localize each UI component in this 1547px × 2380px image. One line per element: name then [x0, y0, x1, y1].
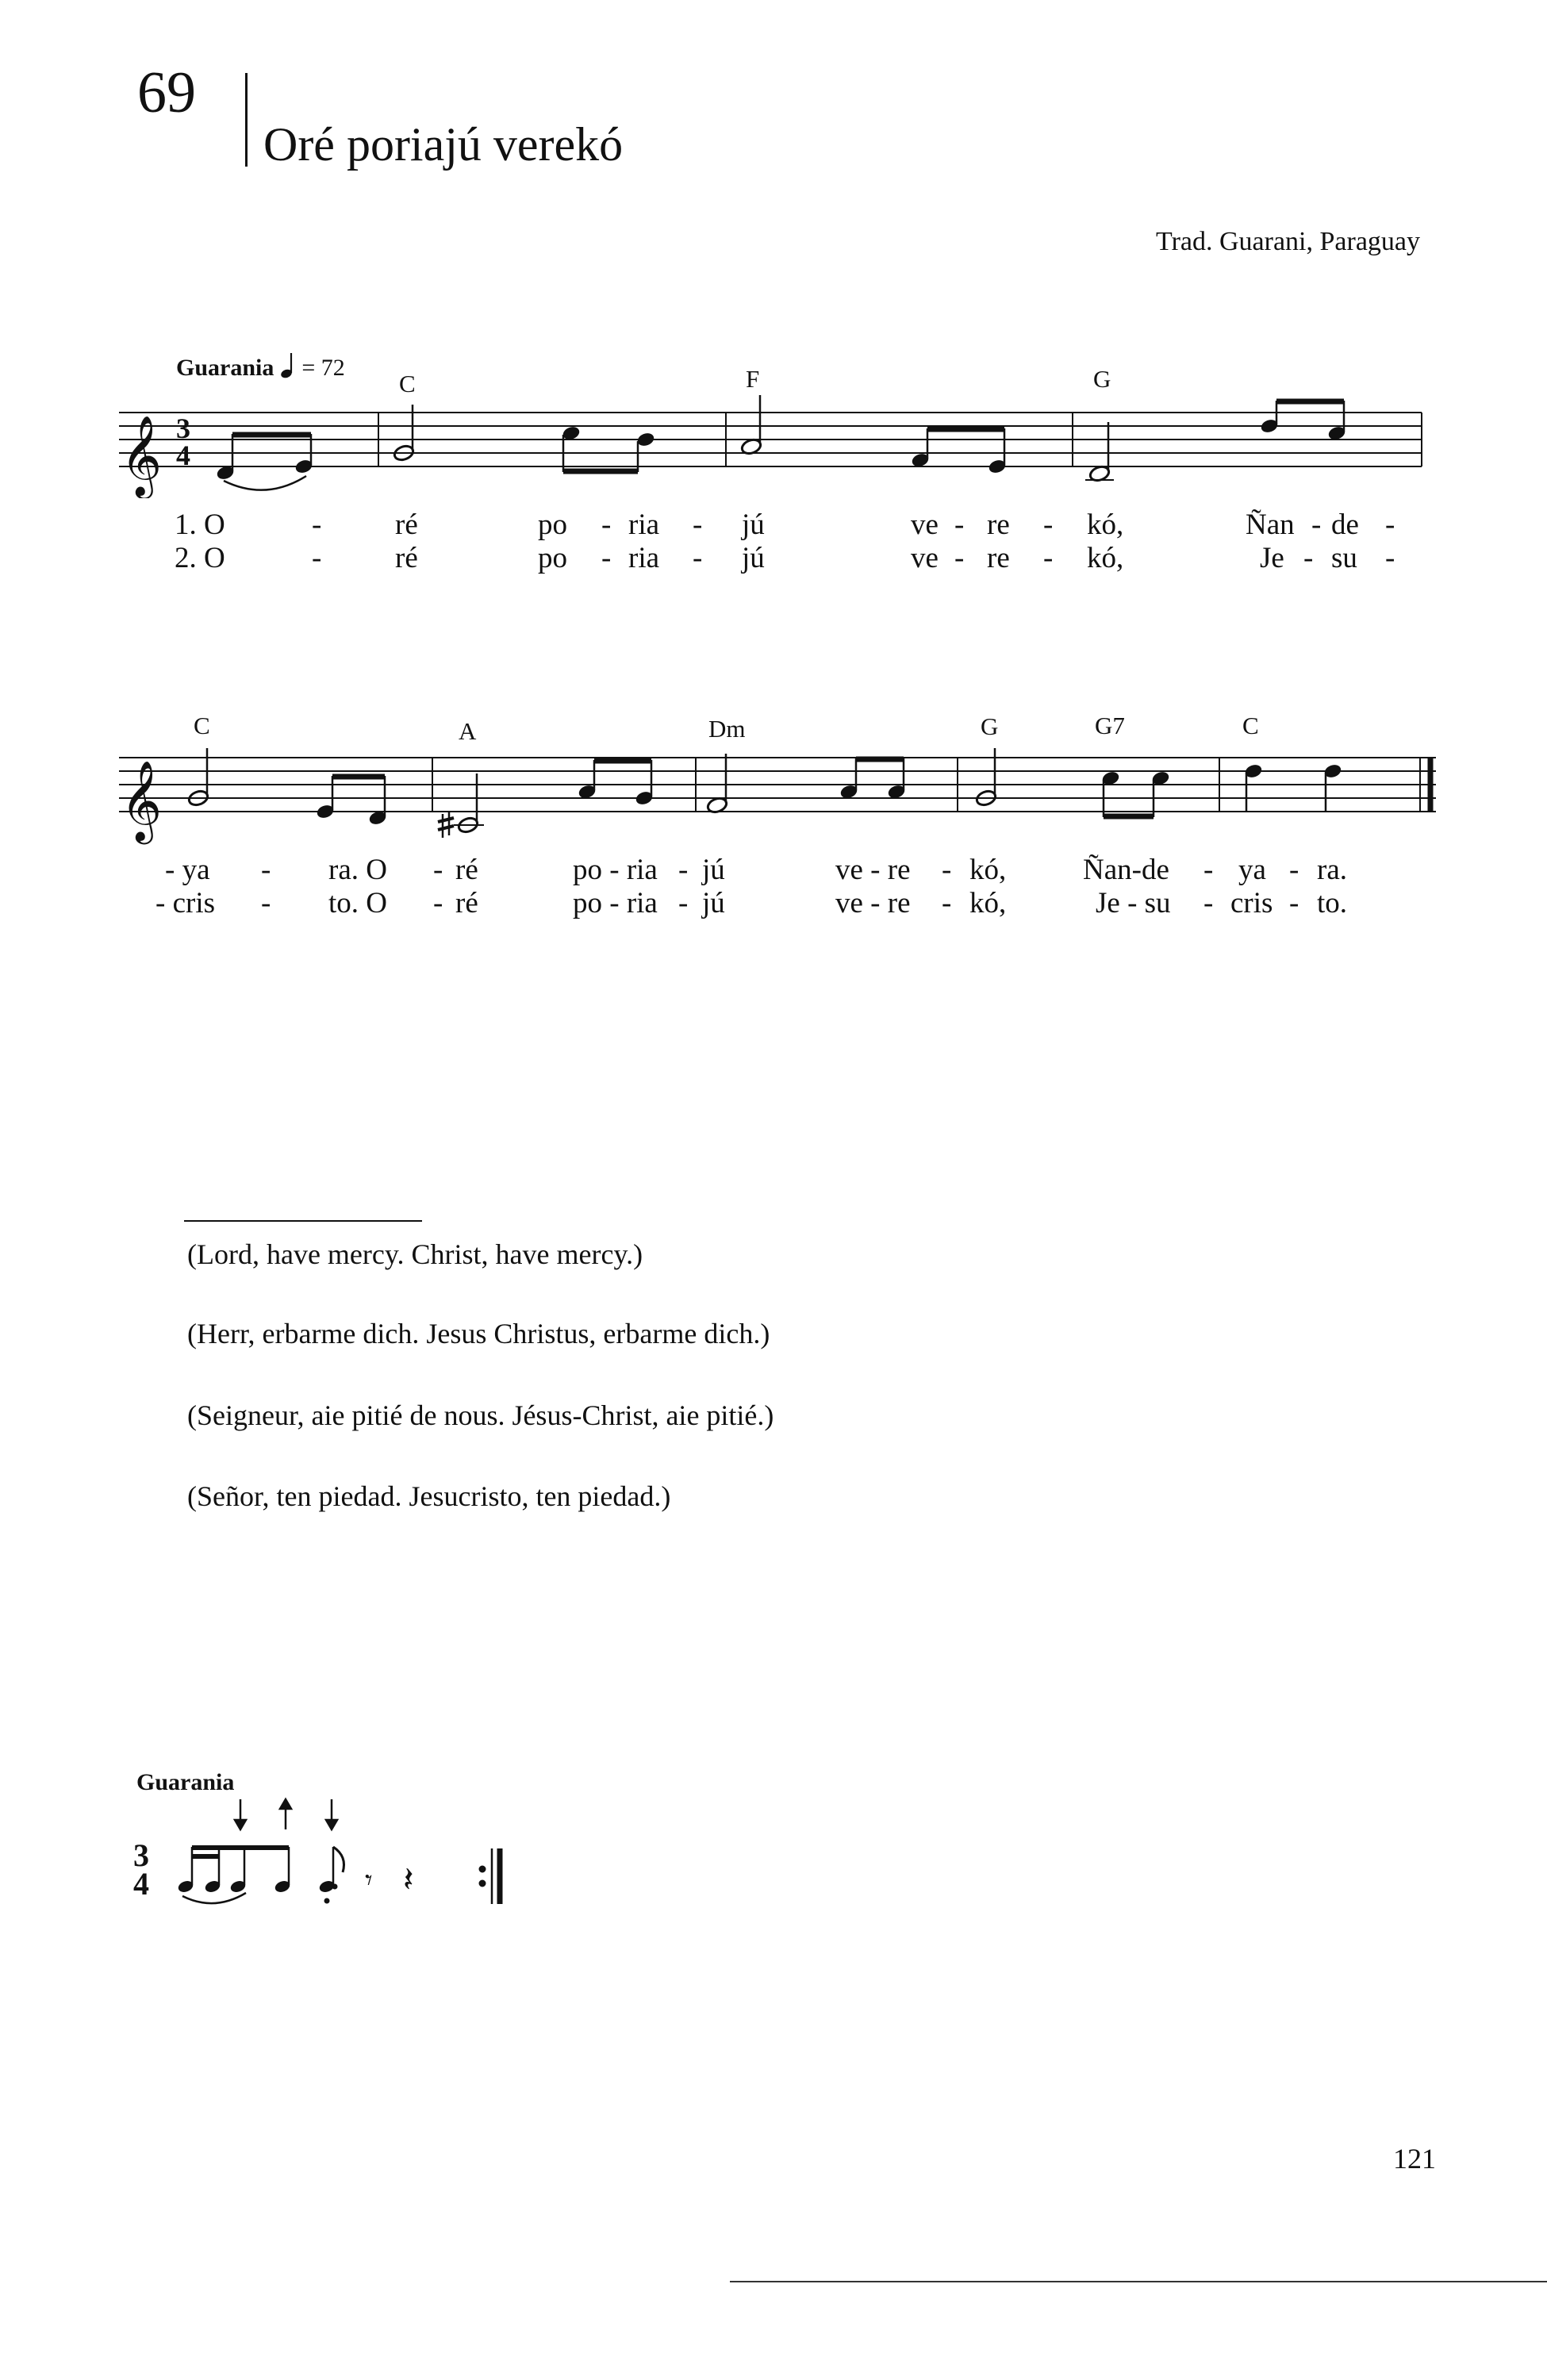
lyric-hyphen: -: [693, 509, 703, 541]
lyric-syllable: ve - re: [835, 887, 911, 919]
lyric-syllable: ré: [455, 887, 478, 919]
repeat-barline: [479, 1848, 500, 1904]
attribution: Trad. Guarani, Paraguay: [1156, 227, 1420, 256]
lyric-hyphen: -: [433, 854, 443, 886]
lyric-syllable: jú: [742, 542, 765, 574]
down-arrow-icon: [326, 1799, 337, 1829]
title-divider: [245, 73, 248, 167]
lyric-hyphen: -: [678, 854, 689, 886]
down-arrow-icon: [235, 1799, 246, 1829]
lyric-syllable: re: [987, 542, 1010, 574]
up-arrow-icon: [280, 1799, 291, 1829]
staff-system-2: [0, 738, 1547, 849]
time-signature: 4: [133, 1866, 149, 1902]
lyric-hyphen: -: [312, 542, 322, 574]
lyric-syllable: ria: [628, 509, 660, 541]
lyric-syllable: jú: [742, 509, 765, 541]
note-quarter: [1244, 763, 1263, 811]
hymn-title: Oré poriajú verekó: [263, 118, 624, 171]
footer-rule: [730, 2281, 1547, 2282]
note-eighth-pair: [578, 760, 654, 806]
note-eighth-pair: [562, 425, 655, 472]
lyric-syllable: ria: [628, 542, 660, 574]
tempo-style: Guarania: [176, 355, 274, 381]
lyric-syllable: jú: [702, 887, 725, 919]
lyric-syllable: po: [538, 542, 567, 574]
lyric-hyphen: -: [312, 509, 322, 541]
lyric-hyphen: -: [954, 509, 965, 541]
lyric-syllable: re: [987, 509, 1010, 541]
translation-spanish: (Señor, ten piedad. Jesucristo, ten piedad.): [187, 1480, 671, 1512]
lyric-hyphen: -: [1303, 542, 1314, 574]
lyric-hyphen: -: [693, 542, 703, 574]
lyric-syllable: de: [1331, 509, 1359, 541]
chord-symbol: G: [981, 712, 999, 740]
footnote-divider: [184, 1220, 422, 1222]
lyric-syllable: kó,: [1087, 542, 1124, 574]
lyric-syllable: po: [538, 509, 567, 541]
lyric-hyphen: -: [1385, 542, 1395, 574]
lyric-syllable: ra.: [1317, 854, 1347, 886]
time-signature: 3: [176, 413, 190, 444]
lyric-syllable: ra. O: [328, 854, 387, 886]
lyric-syllable: ya: [1238, 854, 1266, 886]
page-number: 121: [1393, 2143, 1436, 2175]
staff-system-1: [0, 387, 1547, 498]
note-eighth-pair: [839, 758, 906, 800]
treble-clef-icon: 𝄞: [121, 414, 163, 496]
lyric-syllable: kó,: [1087, 509, 1124, 541]
lyric-hyphen: -: [942, 887, 952, 919]
lyric-hyphen: -: [261, 854, 271, 886]
lyric-hyphen: -: [601, 509, 612, 541]
lyric-syllable: Je: [1260, 542, 1284, 574]
lyric-hyphen: -: [261, 887, 271, 919]
lyric-syllable: po - ria: [573, 887, 658, 919]
lyric-syllable: 1. O: [175, 509, 225, 541]
lyric-hyphen: -: [1311, 509, 1322, 541]
lyric-syllable: Ñan-de: [1083, 854, 1169, 886]
lyric-hyphen: -: [954, 542, 965, 574]
chord-symbol: Dm: [708, 715, 746, 743]
note-quarter: [1323, 763, 1342, 811]
lyric-syllable: - ya: [165, 854, 210, 886]
chord-symbol: A: [459, 717, 477, 745]
lyric-syllable: - cris: [155, 887, 215, 919]
note-eighth-pair: [216, 434, 313, 490]
lyric-syllable: 2. O: [175, 542, 225, 574]
quarter-rest-icon: 𝄽: [403, 1860, 414, 1900]
lyric-syllable: ré: [395, 509, 418, 541]
sharp-sign: [438, 812, 454, 838]
lyric-syllable: jú: [702, 854, 725, 886]
lyric-syllable: kó,: [969, 854, 1007, 886]
note-eighth-pair: [1260, 401, 1346, 441]
note-eighth-pair: [911, 428, 1007, 474]
treble-clef-icon: 𝄞: [121, 759, 163, 841]
quarter-note-icon: [280, 351, 296, 378]
lyric-hyphen: -: [1203, 854, 1214, 886]
chord-symbol: F: [746, 365, 760, 393]
lyric-syllable: po - ria: [573, 854, 658, 886]
lyric-syllable: su: [1331, 542, 1357, 574]
lyric-syllable: ré: [455, 854, 478, 886]
time-signature: 4: [176, 440, 190, 471]
chord-symbol: G: [1093, 365, 1111, 393]
lyric-syllable: to.: [1317, 887, 1348, 919]
lyric-hyphen: -: [1203, 887, 1214, 919]
lyric-hyphen: -: [1289, 887, 1299, 919]
translation-french: (Seigneur, aie pitié de nous. Jésus-Christ, aie pitié.): [187, 1399, 774, 1431]
tempo-marking: [176, 351, 345, 382]
rhythm-pattern: [127, 1793, 539, 1912]
lyric-syllable: ré: [395, 542, 418, 574]
lyric-hyphen: -: [433, 887, 443, 919]
lyric-syllable: Je - su: [1096, 887, 1171, 919]
lyric-hyphen: -: [942, 854, 952, 886]
lyric-syllable: cris: [1230, 887, 1273, 919]
note-half: [454, 774, 484, 835]
note-eighth-pair: [316, 776, 387, 826]
translation-german: (Herr, erbarme dich. Jesus Christus, erbarme dich.): [187, 1318, 770, 1349]
lyric-hyphen: -: [678, 887, 689, 919]
hymn-number: 69: [137, 60, 196, 125]
translation-english: (Lord, have mercy. Christ, have mercy.): [187, 1238, 643, 1270]
eighth-rest-icon: 𝄾: [365, 1864, 373, 1897]
lyric-syllable: Ñan: [1246, 509, 1295, 541]
lyric-syllable: to. O: [328, 887, 387, 919]
lyric-hyphen: -: [1289, 854, 1299, 886]
chord-symbol: C: [399, 370, 416, 397]
lyric-syllable: ve: [911, 542, 939, 574]
tempo-value: = 72: [301, 355, 345, 381]
chord-symbol: C: [1242, 712, 1259, 739]
lyric-hyphen: -: [1385, 509, 1395, 541]
lyric-syllable: ve: [911, 509, 939, 541]
lyric-hyphen: -: [1043, 509, 1054, 541]
note-eighth-pair: [1101, 770, 1170, 817]
lyric-syllable: kó,: [969, 887, 1007, 919]
chord-symbol: G7: [1095, 712, 1125, 739]
rhythm-label: Guarania: [136, 1769, 235, 1795]
chord-symbol: C: [194, 712, 210, 739]
lyric-hyphen: -: [1043, 542, 1054, 574]
time-signature: 3: [133, 1837, 149, 1873]
lyric-hyphen: -: [601, 542, 612, 574]
lyric-syllable: ve - re: [835, 854, 911, 886]
